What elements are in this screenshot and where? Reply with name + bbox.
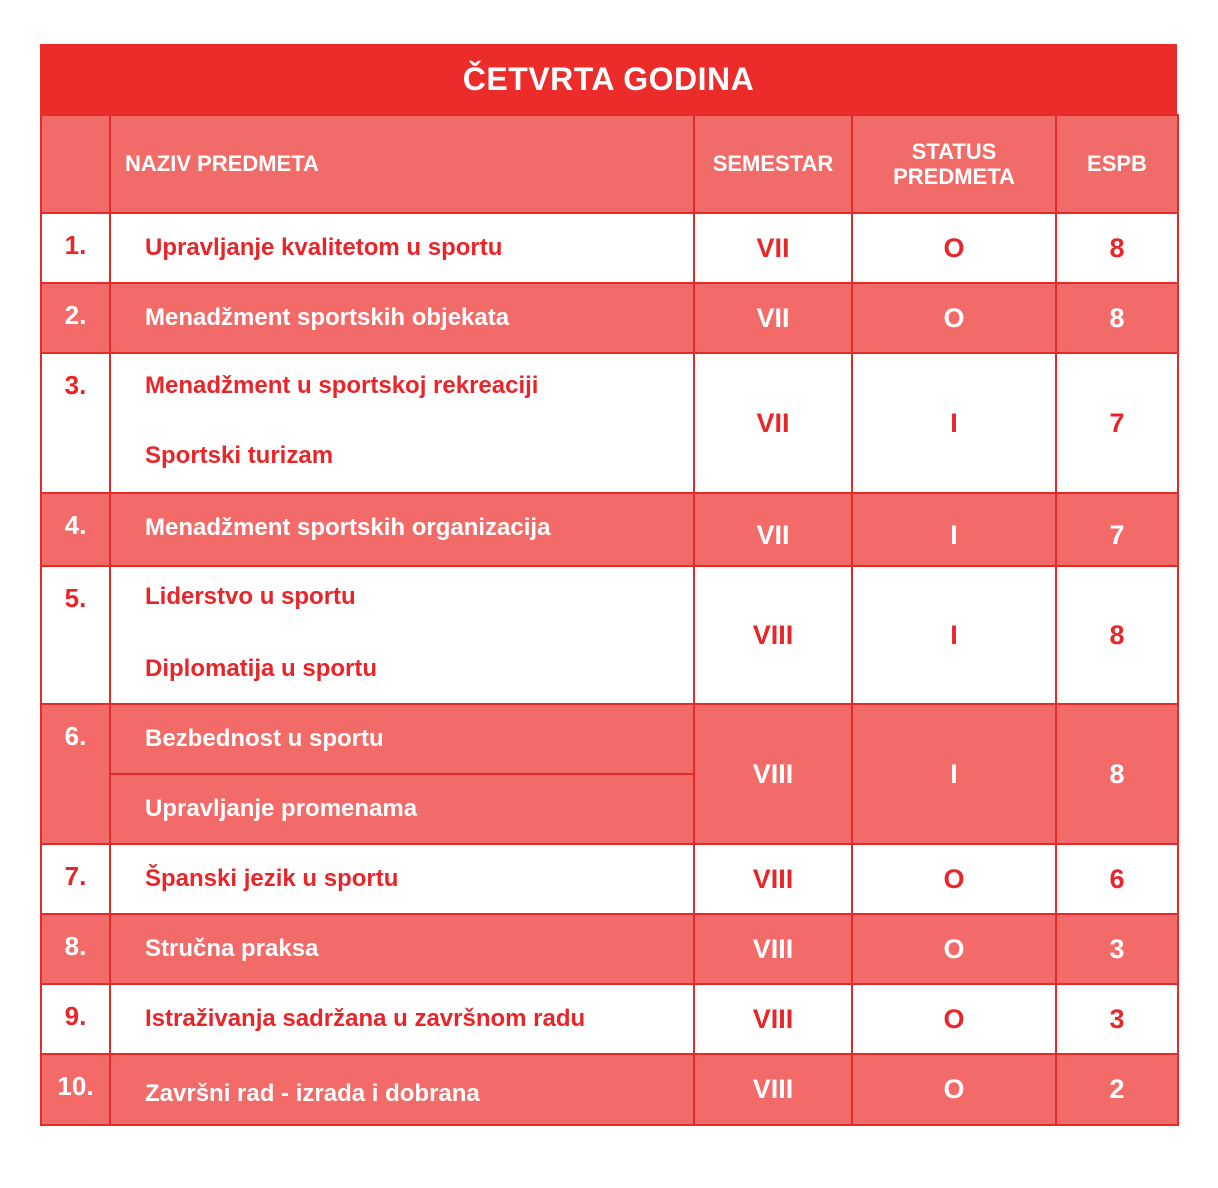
espb-cell: 3 (1056, 984, 1178, 1054)
row-number: 8. (41, 914, 110, 984)
subject-name: Istraživanja sadržana u završnom radu (110, 984, 694, 1054)
header-semester: SEMESTAR (694, 115, 852, 213)
semester-cell: VIII (694, 914, 852, 984)
semester-cell: VII (694, 283, 852, 353)
status-cell: O (852, 914, 1056, 984)
subject-name: Stručna praksa (110, 914, 694, 984)
subject-name: Bezbednost u sportu (110, 704, 694, 774)
status-cell: O (852, 213, 1056, 283)
subject-name: Upravljanje kvalitetom u sportu (110, 213, 694, 283)
espb-cell: 6 (1056, 844, 1178, 914)
subject-name: Završni rad - izrada i dobrana (110, 1054, 694, 1125)
subject-name: Upravljanje promenama (110, 774, 694, 844)
espb-cell: 2 (1056, 1054, 1178, 1125)
subject-name: Menadžment u sportskoj rekreaciji (145, 372, 539, 399)
subject-name: Menadžment sportskih organizacija (110, 493, 694, 566)
row-number: 9. (41, 984, 110, 1054)
espb-cell: 3 (1056, 914, 1178, 984)
espb-cell: 8 (1056, 566, 1178, 704)
status-cell: O (852, 283, 1056, 353)
header-status (852, 115, 1056, 213)
espb-cell: 8 (1056, 704, 1178, 844)
semester-cell: VII (694, 353, 852, 493)
row-number: 7. (41, 844, 110, 914)
subject-name: Španski jezik u sportu (110, 844, 694, 914)
header-number (41, 115, 110, 213)
espb-cell: 7 (1056, 493, 1178, 566)
row-number: 3. (41, 353, 110, 493)
header-name: NAZIV PREDMETA (110, 115, 694, 213)
subject-name-group (110, 566, 694, 704)
status-cell: I (852, 353, 1056, 493)
table-row (41, 493, 1178, 566)
row-number: 6. (41, 704, 110, 844)
semester-cell: VIII (694, 566, 852, 704)
semester-cell: VIII (694, 984, 852, 1054)
status-cell: I (852, 493, 1056, 566)
subject-name: Sportski turizam (145, 442, 334, 469)
subject-name-group (110, 353, 694, 493)
header-status-line1: STATUS (911, 138, 997, 164)
row-number: 1. (41, 213, 110, 283)
semester-cell: VII (694, 493, 852, 566)
status-cell: O (852, 1054, 1056, 1125)
status-cell: O (852, 844, 1056, 914)
status-cell: O (852, 984, 1056, 1054)
semester-cell: VIII (694, 844, 852, 914)
semester-cell: VIII (694, 704, 852, 844)
row-number: 2. (41, 283, 110, 353)
row-number: 5. (41, 566, 110, 704)
table-row (41, 353, 1178, 493)
table-row (41, 566, 1178, 704)
semester-cell: VIII (694, 1054, 852, 1125)
espb-cell: 8 (1056, 213, 1178, 283)
curriculum-table (40, 44, 1177, 1126)
table-row (41, 844, 1178, 914)
header-status-line2: PREDMETA (893, 164, 1015, 189)
header-espb: ESPB (1056, 115, 1178, 213)
status-cell: I (852, 704, 1056, 844)
table-row (41, 1054, 1178, 1125)
table-row (41, 704, 1178, 774)
table-row (41, 213, 1178, 283)
subject-name: Diplomatija u sportu (145, 655, 378, 682)
table-row (41, 984, 1178, 1054)
status-cell: I (852, 566, 1056, 704)
row-number: 10. (41, 1054, 110, 1125)
espb-cell: 7 (1056, 353, 1178, 493)
subject-name: Menadžment sportskih objekata (110, 283, 694, 353)
subjects-table (40, 114, 1179, 1126)
subject-name: Liderstvo u sportu (145, 583, 356, 610)
row-number: 4. (41, 493, 110, 566)
table-title: ČETVRTA GODINA (40, 44, 1177, 114)
table-row (41, 283, 1178, 353)
semester-cell: VII (694, 213, 852, 283)
espb-cell: 8 (1056, 283, 1178, 353)
table-row (41, 914, 1178, 984)
